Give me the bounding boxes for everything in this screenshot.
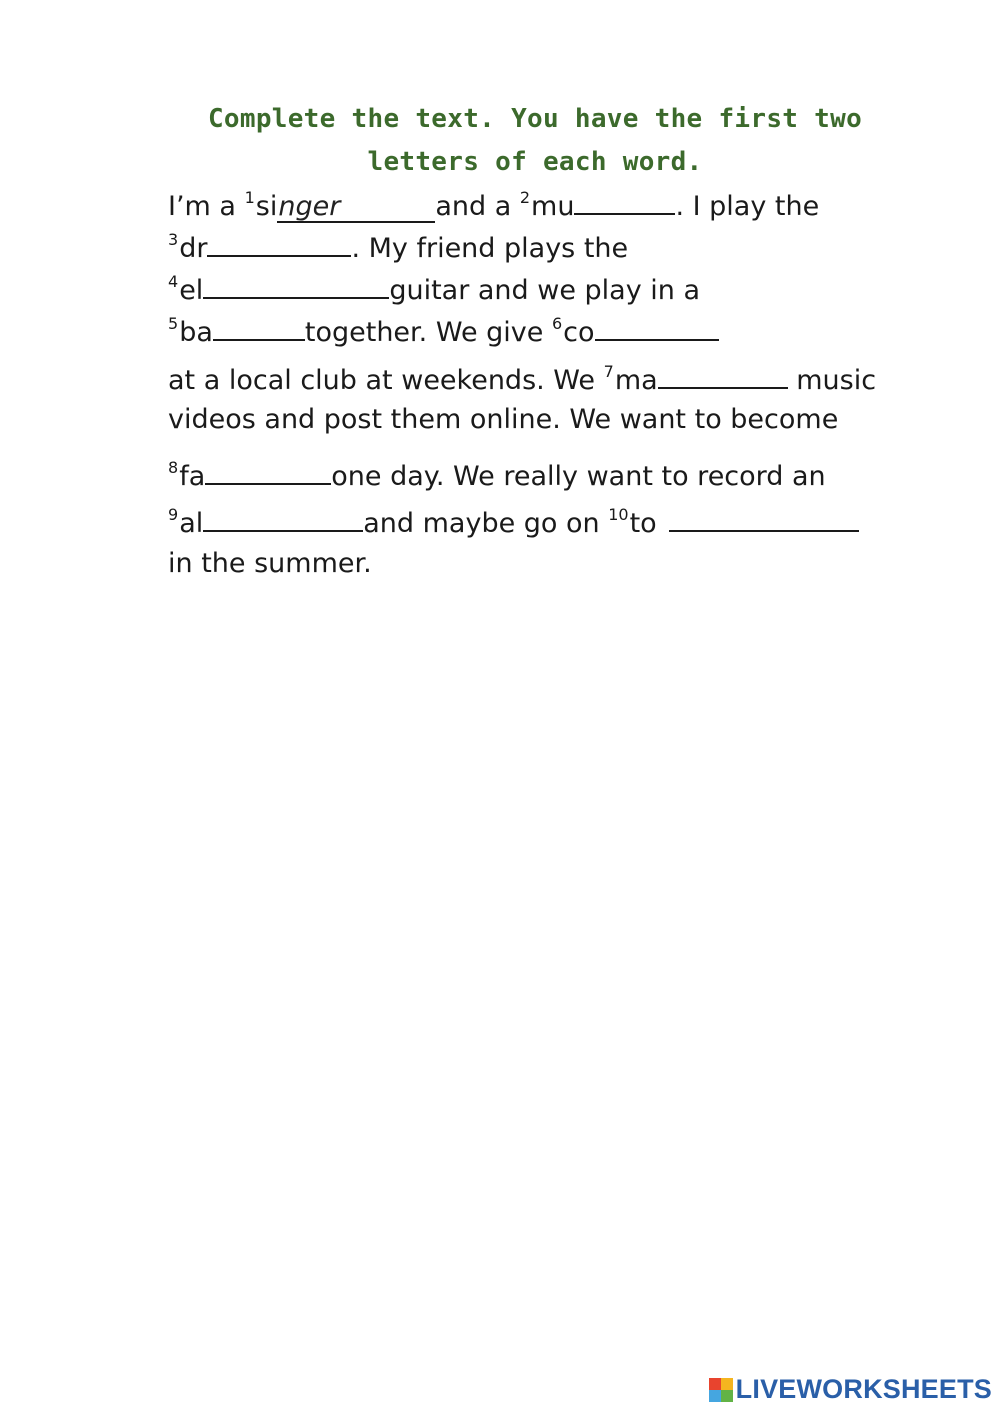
answer-blank-4[interactable] (203, 267, 389, 299)
answer-blank-8[interactable] (205, 453, 331, 485)
liveworksheets-logo (709, 1374, 992, 1405)
answer-blank-1[interactable] (277, 191, 435, 223)
item-number: 9 (168, 505, 179, 524)
answer-blank-3[interactable] (207, 225, 351, 257)
text-line: I’m a $^1$singer and a $^2$mu . I play the (168, 183, 819, 223)
text-line: $^8$fa one day. We really want to record an (168, 453, 826, 493)
answer-blank-5[interactable] (213, 309, 305, 341)
item-number: 10 (608, 505, 629, 524)
logo-icon (709, 1378, 733, 1402)
text-line: $^9$al and maybe go on $^{10}$to (168, 500, 859, 540)
item-number: 4 (168, 272, 179, 291)
item-number: 6 (551, 314, 563, 333)
answer-blank-7[interactable] (658, 357, 788, 389)
text-line: in the summer. (168, 548, 372, 579)
text-line: at a local club at weekends. We $^7$ma music (168, 357, 876, 397)
answer-blank-9[interactable] (203, 500, 363, 532)
text-line: $^5$ba together. We give $^6$co (168, 309, 719, 349)
text-line: $^3$dr . My friend plays the (168, 225, 628, 265)
text-line: videos and post them online. We want to become (168, 404, 839, 435)
answer-blank-6[interactable] (595, 309, 719, 341)
answer-text-1: nger (278, 191, 341, 222)
item-number: 5 (168, 314, 179, 333)
answer-blank-10[interactable] (669, 500, 859, 532)
item-number: 2 (519, 188, 531, 207)
item-number: 1 (244, 188, 255, 207)
item-number: 3 (168, 230, 179, 249)
answer-blank-2[interactable] (574, 183, 675, 215)
item-number: 7 (603, 362, 614, 381)
item-number: 8 (168, 458, 179, 477)
text-line: $^4$el guitar and we play in a (168, 267, 700, 307)
instructions-title: Complete the text. You have the first two letters of each word. (207, 104, 863, 177)
logo-text: LIVEWORKSHEETS (735, 1374, 992, 1404)
